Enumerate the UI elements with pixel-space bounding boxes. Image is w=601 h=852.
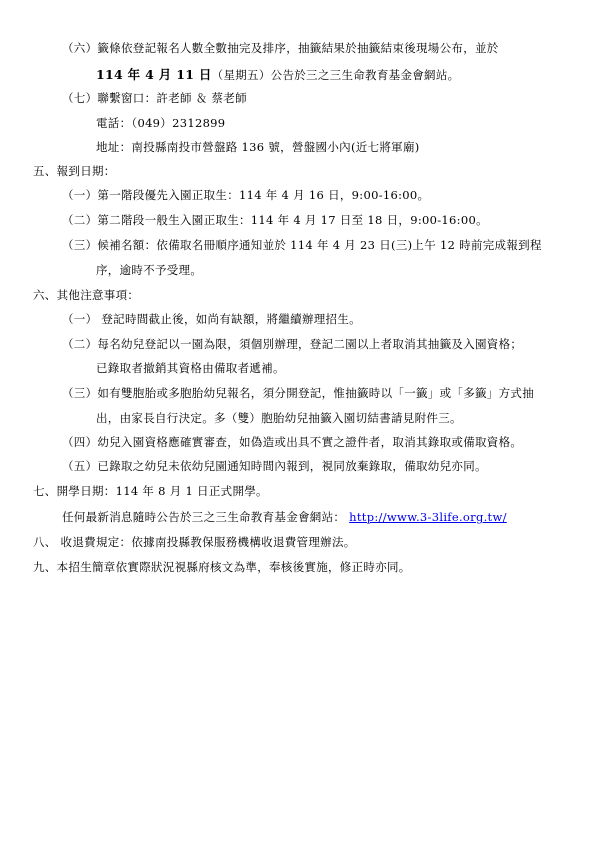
item7-contact: （七）聯繫窗口：許老師 ＆ 蔡老師 [62,91,247,105]
section6-item3-line1: （三）如有雙胞胎或多胞胎幼兒報名，須分開登記，惟抽籤時以「一籤」或「多籤」方式抽 [62,386,534,400]
section6-item4: （四）幼兒入園資格應確實審查，如偽造或出具不實之證件者，取消其錄取或備取資格。 [62,435,523,449]
section7-notice-text: 任何最新消息隨時公告於三之三生命教育基金會網站： [62,510,346,524]
section5-item3-line1: （三）候補名額：依備取名冊順序通知並於 114 年 4 月 23 日(三)上午 12 時前完成報到程 [62,238,542,252]
item6-line2-rest: （星期五）公告於三之三生命教育基金會網站。 [211,68,460,82]
section9-heading: 九、本招生簡章依實際狀況視縣府核文為準，奉核後實施，修正時亦同。 [33,560,411,574]
section5-item1: （一）第一階段優先入園正取生：114 年 4 月 16 日，9:00-16:00。 [62,188,430,202]
item7-address: 地址：南投縣南投市營盤路 136 號，營盤國小內(近七將軍廟) [96,140,420,154]
section6-item2-line2: 已錄取者撤銷其資格由備取者遞補。 [96,361,285,375]
section5-heading: 五、報到日期： [33,164,116,178]
section5-item3-line2: 序，逾時不予受理。 [96,263,203,277]
section8-heading: 八、 收退費規定：依據南投縣教保服務機構收退費管理辦法。 [33,535,356,549]
section6-item5: （五）已錄取之幼兒未依幼兒園通知時間內報到，視同放棄錄取，備取幼兒亦同。 [62,459,487,473]
section5-item2: （二）第二階段一般生入園正取生：114 年 4 月 17 日至 18 日，9:00-16:00。 [62,213,488,227]
item6-line2 [96,65,459,83]
section7-heading: 七、開學日期：114 年 8 月 1 日正式開學。 [33,484,268,498]
item7-phone: 電話：（049）2312899 [96,116,226,130]
section6-item2-line1: （二）每名幼兒登記以一園為限，須個別辦理，登記二園以上者取消其抽籤及入園資格； [62,337,523,351]
section6-item3-line2: 出，由家長自行決定。多（雙）胞胎幼兒抽籤入園切結書請見附件三。 [96,411,462,425]
section7-notice [62,509,507,525]
section6-heading: 六、其他注意事項： [33,288,140,302]
foundation-website-link[interactable]: http://www.3-3life.org.tw/ [349,510,507,524]
section6-item1: （一） 登記時間截止後，如尚有缺額，將繼續辦理招生。 [62,312,361,326]
item6-line1: （六）籤條依登記報名人數全數抽完及排序，抽籤結果於抽籤結束後現場公布，並於 [62,41,499,55]
announcement-date: 114 年 4 月 11 日 [96,67,212,82]
